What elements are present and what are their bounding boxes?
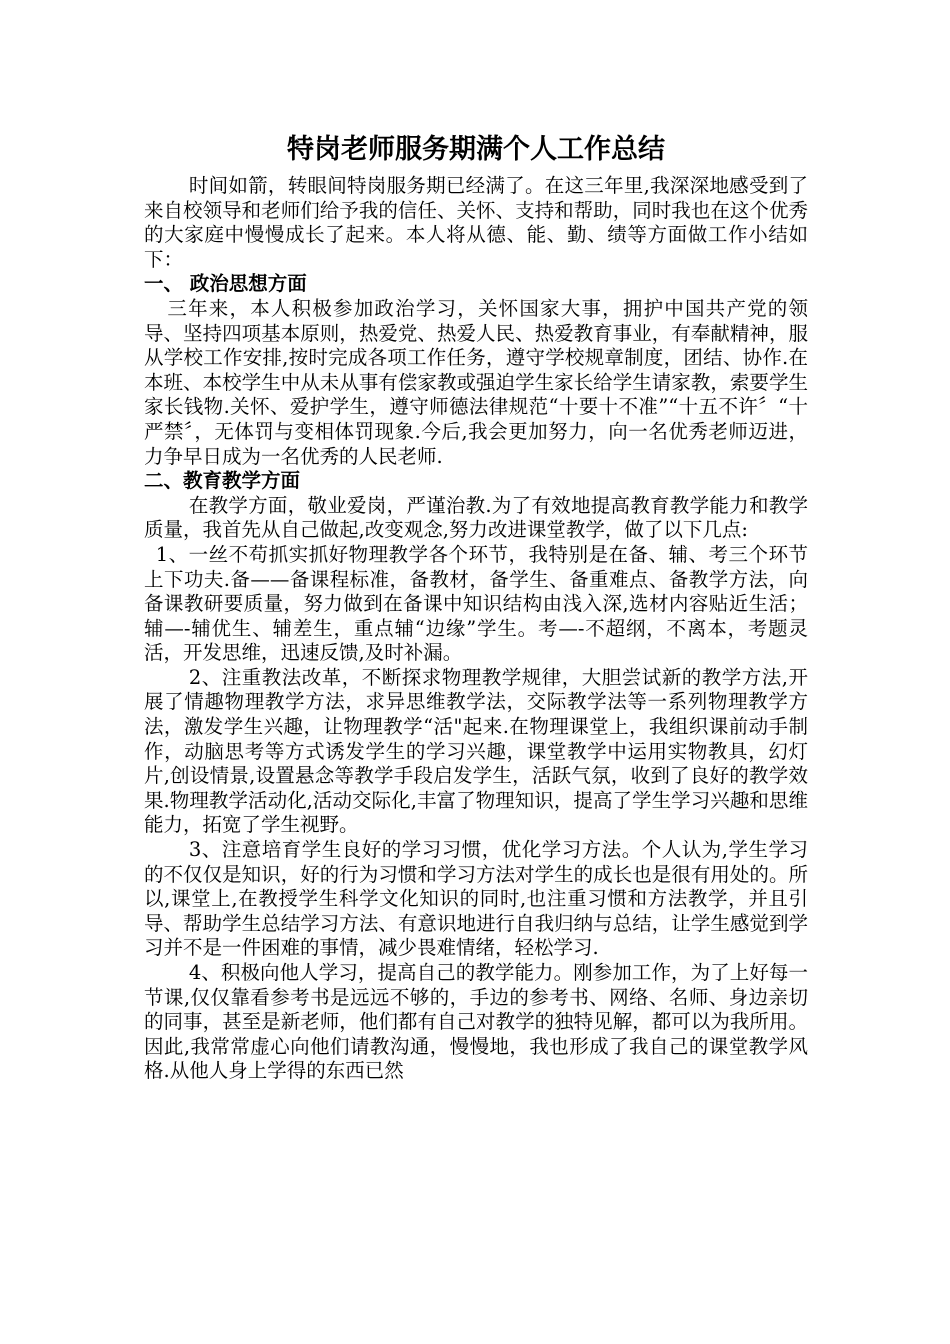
teaching-point-2: 2、注重教法改革，不断探求物理教学规律，大胆尝试新的教学方法,开展了情趣物理教学方法，求异思维教学法，交际教学法等一系列物理教学方法，激发学生兴趣，让物理教学“活"起来.在物理课堂上，我组织课前动手制作，动脑思考等方式诱发学生的学习兴趣，课堂教学中运用实物教具，幻灯片,创设情景,设置悬念等教学手段启发学生，活跃气氛，收到了良好的教学效果.物理教学活动化,活动交际化,丰富了物理知识，提高了学生学习兴趣和思维能力，拓宽了学生视野。 xyxy=(144,665,808,837)
intro-paragraph: 时间如箭，转眼间特岗服务期已经满了。在这三年里,我深深地感受到了来自校领导和老师们给予我的信任、关怀、支持和帮助，同时我也在这个优秀的大家庭中慢慢成长了起来。本人将从德、能、勤、绩等方面做工作小结如下： xyxy=(144,174,808,271)
politics-paragraph: 三年来，本人积极参加政治学习，关怀国家大事，拥护中国共产党的领导、坚持四项基本原则，热爱党、热爱人民、热爱教育事业，有奉献精神，服从学校工作安排,按时完成各项工作任务，遵守学校规章制度，团结、协作.在本班、本校学生中从未从事有偿家教或强迫学生家长给学生请家教，索要学生家长钱物.关怀、爱护学生，遵守师德法律规范“十要十不准”“十五不许〞“十严禁〞，无体罚与变相体罚现象.今后,我会更加努力，向一名优秀老师迈进，力争早日成为一名优秀的人民老师. xyxy=(144,296,808,468)
teaching-point-3: 3、注意培育学生良好的学习习惯，优化学习方法。个人认为,学生学习的不仅仅是知识，好的行为习惯和学习方法对学生的成长也是很有用处的。所以,课堂上,在教授学生科学文化知识的同时,也注重习惯和方法教学，并且引导、帮助学生总结学习方法、有意识地进行自我归纳与总结，让学生感觉到学习并不是一件困难的事情，减少畏难情绪，轻松学习. xyxy=(144,838,808,960)
document-page xyxy=(144,130,808,1084)
teaching-point-4: 4、积极向他人学习，提高自己的教学能力。刚参加工作，为了上好每一节课,仅仅靠看参考书是远远不够的，手边的参考书、网络、名师、身边亲切的同事，甚至是新老师，他们都有自己对教学的独特见解，都可以为我所用。因此,我常常虚心向他们请教沟通，慢慢地，我也形成了我自己的课堂教学风格.从他人身上学得的东西已然 xyxy=(144,961,808,1083)
teaching-intro-paragraph: 在教学方面，敬业爱岗，严谨治教.为了有效地提高教育教学能力和教学质量，我首先从自己做起,改变观念,努力改进课堂教学，做了以下几点: xyxy=(144,493,808,542)
section-heading-politics: 一、 政治思想方面 xyxy=(144,272,307,296)
document-title: 特岗老师服务期满个人工作总结 xyxy=(287,134,665,165)
section-heading-teaching: 二、教育教学方面 xyxy=(144,469,301,493)
teaching-point-1: 1、一丝不苟抓实抓好物理教学各个环节，我特别是在备、辅、考三个环节上下功夫.备——备课程标准，备教材，备学生、备重难点、备教学方法，向备课教研要质量，努力做到在备课中知识结构由浅入深,选材内容贴近生活；辅—-辅优生、辅差生，重点辅“边缘”学生。考—-不超纲，不离本，考题灵活，开发思维，迅速反馈,及时补漏。 xyxy=(144,542,808,665)
